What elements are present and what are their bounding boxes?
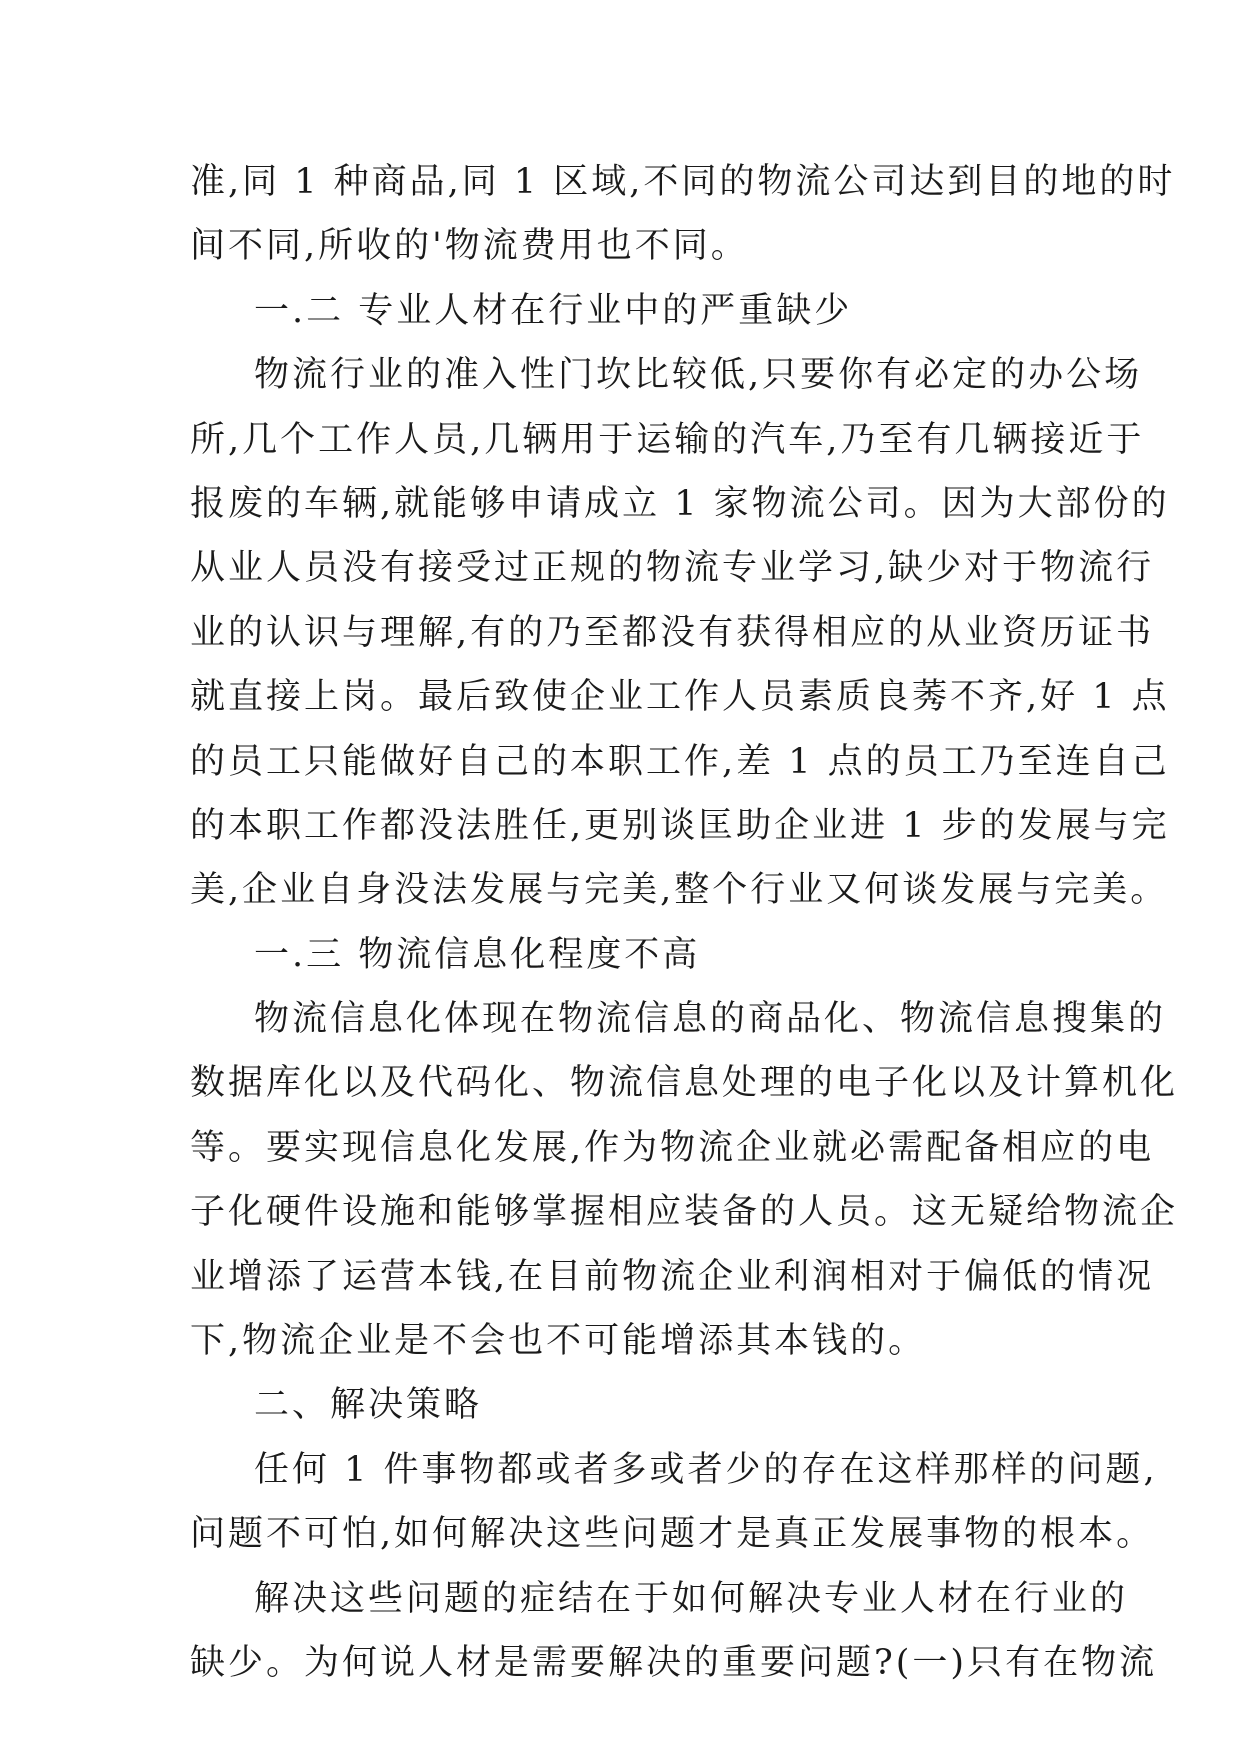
document-body xyxy=(190,150,1179,1695)
text-line: 等。要实现信息化发展,作为物流企业就必需配备相应的电 xyxy=(190,1127,1155,1168)
text-line: 下,物流企业是不会也不可能增添其本钱的。 xyxy=(190,1321,927,1362)
text-line: 的员工只能做好自己的本职工作,差 1 点的员工乃至连自己 xyxy=(190,741,1170,782)
text-line: 业的认识与理解,有的乃至都没有获得相应的从业资历证书 xyxy=(190,612,1155,653)
text-line: 报废的车辆,就能够申请成立 1 家物流公司。因为大部份的 xyxy=(190,483,1170,524)
text-line: 的本职工作都没法胜任,更别谈匡助企业进 1 步的发展与完 xyxy=(190,805,1170,846)
paragraph-start: 物流信息化体现在物流信息的商品化、物流信息搜集的 xyxy=(254,999,1167,1040)
text-line: 问题不可怕,如何解决这些问题才是真正发展事物的根本。 xyxy=(190,1514,1155,1555)
text-line: 间不同,所收的'物流费用也不同。 xyxy=(190,226,749,267)
text-line: 从业人员没有接受过正规的物流专业学习,缺少对于物流行 xyxy=(190,548,1155,589)
paragraph-start: 物流行业的准入性门坎比较低,只要你有必定的办公场 xyxy=(254,355,1143,396)
text-line: 就直接上岗。最后致使企业工作人员素质良莠不齐,好 1 点 xyxy=(190,677,1170,718)
section-heading: 一.三 物流信息化程度不高 xyxy=(254,934,701,975)
paragraph-start: 解决这些问题的症结在于如何解决专业人材在行业的 xyxy=(254,1578,1129,1619)
text-line: 缺少。为何说人材是需要解决的重要问题?(一)只有在物流 xyxy=(190,1642,1158,1683)
section-heading: 二、解决策略 xyxy=(254,1385,483,1426)
text-line: 准,同 1 种商品,同 1 区域,不同的物流公司达到目的地的时 xyxy=(190,162,1176,202)
text-line: 子化硬件设施和能够掌握相应装备的人员。这无疑给物流企 xyxy=(190,1192,1179,1233)
text-line: 数据库化以及代码化、物流信息处理的电子化以及计算机化 xyxy=(190,1063,1179,1104)
section-heading: 一.二 专业人材在行业中的严重缺少 xyxy=(254,290,853,331)
text-line: 美,企业自身没法发展与完美,整个行业又何谈发展与完美。 xyxy=(190,870,1169,911)
text-line: 业增添了运营本钱,在目前物流企业利润相对于偏低的情况 xyxy=(190,1256,1155,1297)
paragraph-start: 任何 1 件事物都或者多或者少的存在这样那样的问题, xyxy=(254,1449,1158,1490)
text-line: 所,几个工作人员,几辆用于运输的汽车,乃至有几辆接近于 xyxy=(190,419,1145,460)
